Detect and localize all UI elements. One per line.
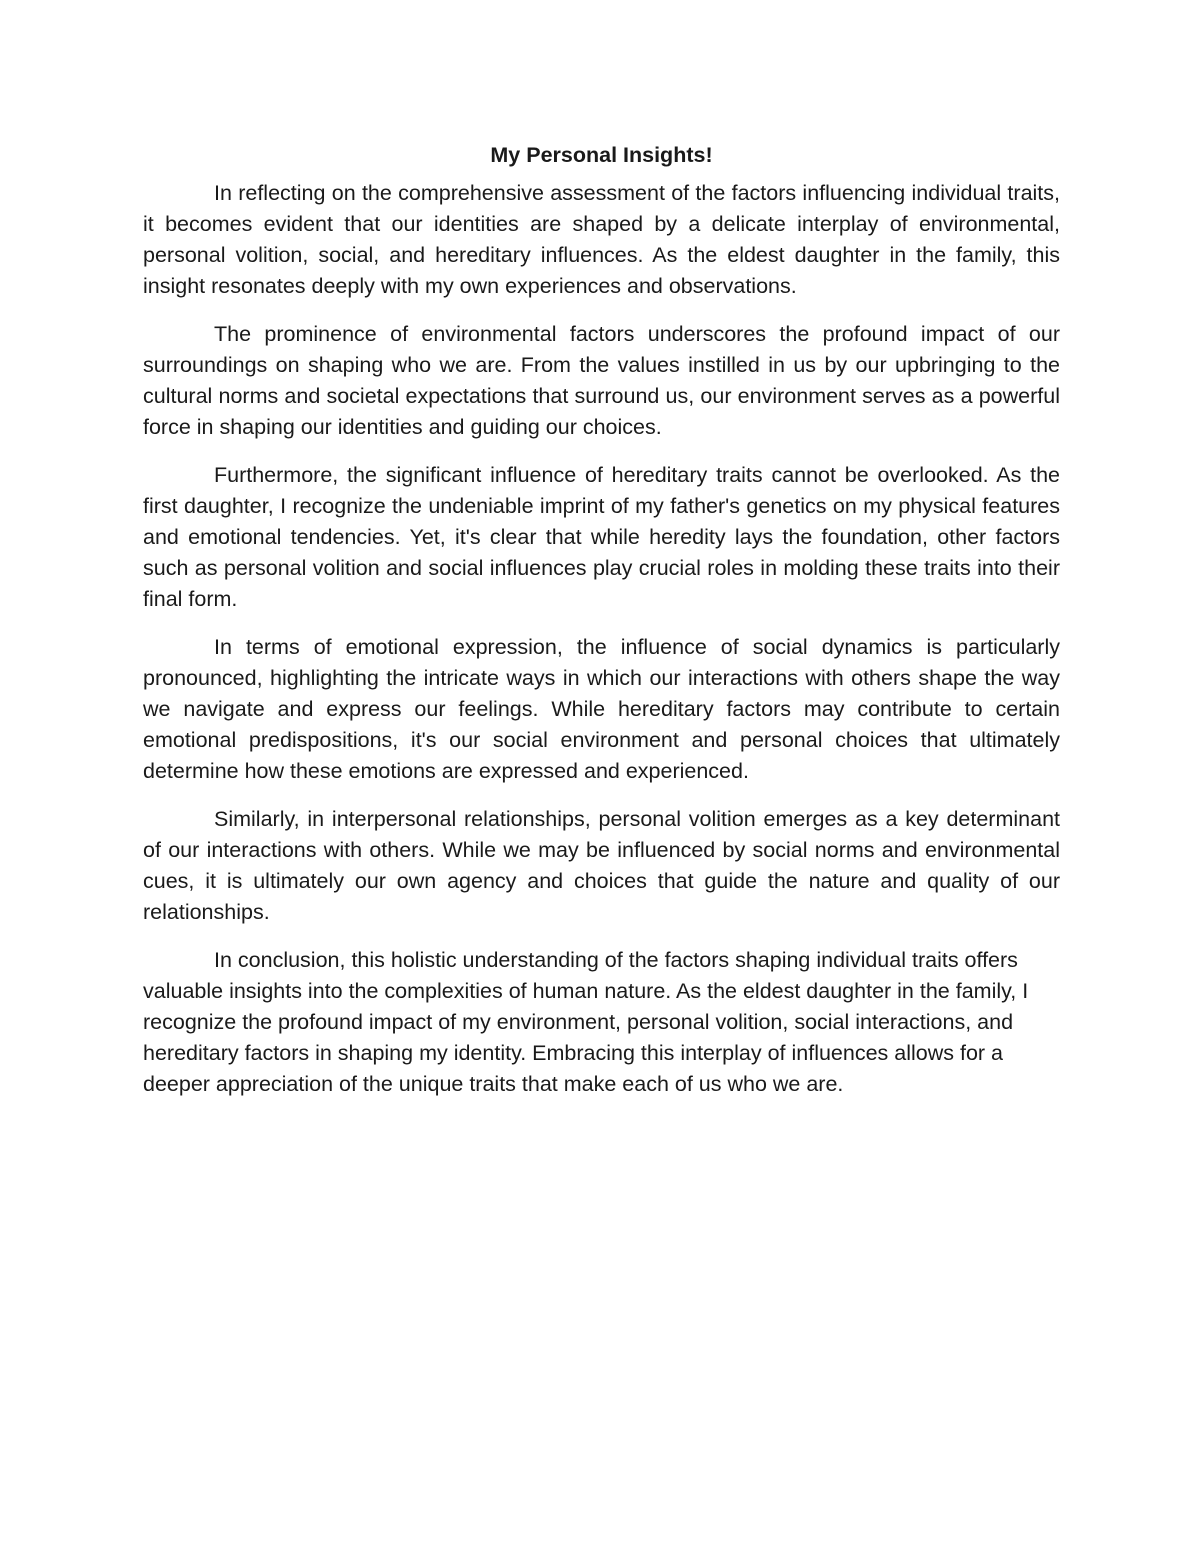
document-title: My Personal Insights!: [490, 143, 713, 167]
paragraph-conclusion: In conclusion, this holistic understanding of the factors shaping individual traits offers valuable insights into the complexities of human nature. As the eldest daughter in the family, I recognize the profound impact of my environment, personal volition, social interactions, and hereditary factors in shaping my identity. Embracing this interplay of influences allows for a deeper appreciation of the unique traits that make each of us who we are.: [143, 948, 1029, 1096]
paragraph-interpersonal-relationships: Similarly, in interpersonal relationships, personal volition emerges as a key determinant of our interactions with others. While we may be influenced by social norms and environmental cues, it is ultimately our own agency and choices that guide the nature and quality of our relationships.: [143, 807, 1060, 924]
paragraph-introduction: In reflecting on the comprehensive assessment of the factors influencing individual traits, it becomes evident that our identities are shaped by a delicate interplay of environmental, personal volition, social, and hereditary influences. As the eldest daughter in the family, this insight resonates deeply with my own experiences and observations.: [143, 181, 1060, 298]
paragraph-environmental-factors: The prominence of environmental factors underscores the profound impact of our surroundings on shaping who we are. From the values instilled in us by our upbringing to the cultural norms and societal expectations that surround us, our environment serves as a powerful force in shaping our identities and guiding our choices.: [143, 322, 1060, 439]
paragraph-emotional-expression: In terms of emotional expression, the influence of social dynamics is particularly pronounced, highlighting the intricate ways in which our interactions with others shape the way we navigate and express our feelings. While hereditary factors may contribute to certain emotional predispositions, it's our social environment and personal choices that ultimately determine how these emotions are expressed and experienced.: [143, 635, 1060, 783]
paragraph-hereditary-traits: Furthermore, the significant influence of hereditary traits cannot be overlooked. As the first daughter, I recognize the undeniable imprint of my father's genetics on my physical features and emotional tendencies. Yet, it's clear that while heredity lays the foundation, other factors such as personal volition and social influences play crucial roles in molding these traits into their final form.: [143, 463, 1060, 611]
document-body: [143, 140, 1060, 1117]
